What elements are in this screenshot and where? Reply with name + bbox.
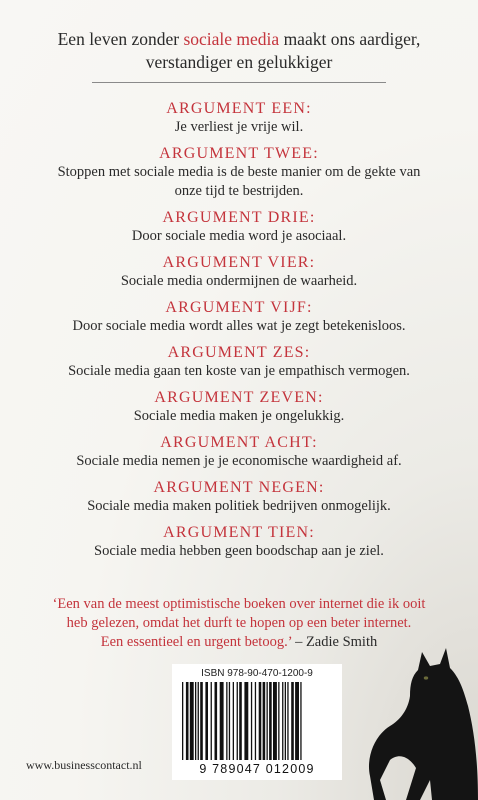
argument-text: Door sociale media wordt alles wat je zegt betekenisloos. (72, 318, 406, 334)
argument-title: ARGUMENT DRIE: (162, 209, 316, 226)
quote-text: Een essentieel en urgent betoog.’ (100, 634, 292, 650)
divider (92, 82, 386, 83)
argument-text: onze tijd te bestrijden. (174, 183, 304, 199)
website-link[interactable]: www.businesscontact.nl (26, 758, 142, 772)
argument-title: ARGUMENT TWEE: (159, 145, 319, 162)
argument-item (0, 343, 478, 381)
quote-author: – Zadie Smith (291, 634, 378, 650)
tagline-line-2: verstandiger en gelukkiger (145, 52, 333, 72)
argument-item (0, 208, 478, 246)
tagline-highlight: sociale media (183, 29, 280, 49)
argument-title: ARGUMENT TIEN: (163, 524, 315, 541)
barcode-icon (180, 682, 334, 762)
argument-text: Sociale media nemen je je economische waardigheid af. (76, 453, 402, 469)
barcode-area (172, 664, 342, 780)
argument-text: Sociale media hebben geen boodschap aan je ziel. (94, 543, 384, 559)
argument-text: Sociale media maken je ongelukkig. (133, 408, 345, 424)
argument-title: ARGUMENT ZES: (167, 344, 311, 361)
argument-title: ARGUMENT ACHT: (160, 434, 318, 451)
argument-item (0, 388, 478, 426)
tagline-line-1 (0, 28, 478, 51)
argument-title: ARGUMENT EEN: (166, 100, 312, 117)
argument-title: ARGUMENT NEGEN: (153, 479, 325, 496)
argument-item (0, 433, 478, 471)
argument-text: Sociale media gaan ten koste van je empathisch vermogen. (68, 363, 410, 379)
quote-line-2: heb gelezen, omdat het durft te hopen op een beter internet. (66, 615, 412, 631)
argument-text: Stoppen met sociale media is de beste manier om de gekte van (57, 164, 421, 180)
argument-item (0, 298, 478, 336)
argument-text: Sociale media maken politiek bedrijven onmogelijk. (87, 498, 391, 514)
argument-text: Je verliest je vrije wil. (174, 119, 304, 135)
argument-text: Door sociale media word je asociaal. (131, 228, 347, 244)
argument-item (0, 253, 478, 291)
tagline (0, 28, 478, 74)
black-cat-illustration (360, 640, 478, 800)
argument-item (0, 478, 478, 516)
argument-title: ARGUMENT VIJF: (165, 299, 313, 316)
tagline-text: maakt ons aardiger, (279, 29, 421, 49)
ean-number: 9 789047 012009 (199, 762, 315, 776)
arguments-list (0, 99, 478, 568)
argument-item (0, 99, 478, 137)
tagline-text: Een leven zonder (57, 29, 184, 49)
argument-title: ARGUMENT VIER: (162, 254, 316, 271)
isbn-text: ISBN 978-90-470-1200-9 (201, 668, 313, 679)
argument-title: ARGUMENT ZEVEN: (154, 389, 324, 406)
argument-item (0, 144, 478, 201)
quote-line-1: ‘Een van de meest optimistische boeken over internet die ik ooit (52, 596, 426, 612)
argument-item (0, 523, 478, 561)
argument-text: Sociale media ondermijnen de waarheid. (120, 273, 358, 289)
